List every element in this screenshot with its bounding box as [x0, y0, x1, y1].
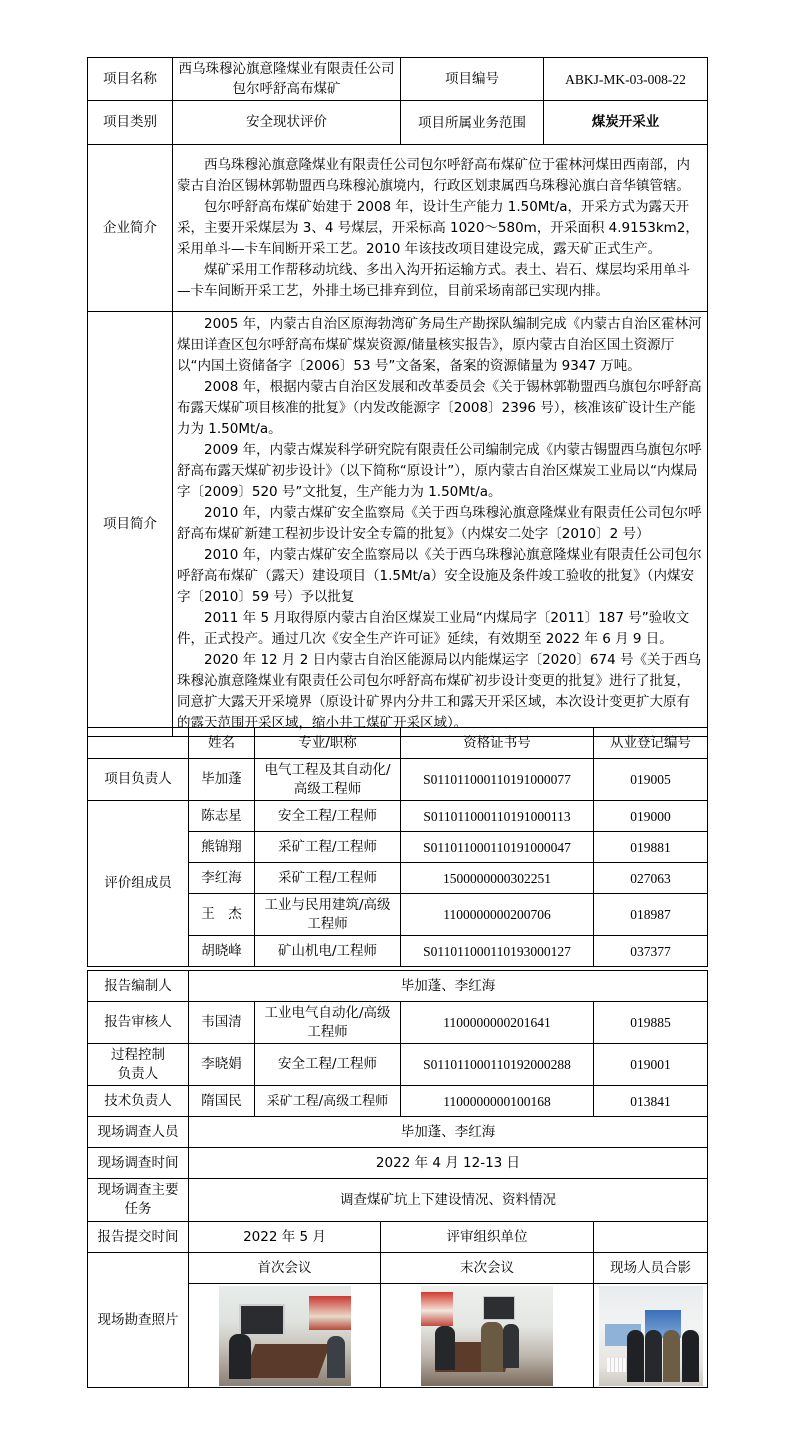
photo-cell-final-meeting — [381, 1284, 594, 1388]
person-name: 胡晓峰 — [189, 936, 255, 967]
person-name: 陈志星 — [189, 801, 255, 832]
person-name: 韦国清 — [189, 1002, 255, 1044]
project-code-value: ABKJ-MK-03-008-22 — [544, 58, 708, 101]
survey-staff-label: 现场调查人员 — [88, 1117, 189, 1148]
reviewer-label: 报告审核人 — [88, 1002, 189, 1044]
project-intro-paragraph: 2011 年 5 月取得原内蒙古自治区煤炭工业局“内煤局字〔2011〕187 号”验收文件，正式投产。通过几次《安全生产许可证》延续，有效期至 2022 年 6 月 9 日。 — [177, 610, 690, 647]
photo-caption-group: 现场人员合影 — [594, 1253, 708, 1284]
company-intro-text — [173, 145, 708, 312]
person-title: 安全工程/工程师 — [255, 1044, 401, 1086]
company-intro-paragraph: 包尔呼舒高布煤矿始建于 2008 年，设计生产能力 1.50Mt/a，开采方式为露天开采，主要开采煤层为 3、4 号煤层，开采标高 1020～580m，开采面积 4.9153km2，采用单斗—卡车间断开采工艺。2010 年该技改项目建设完成，露天矿正式生产。 — [177, 198, 699, 257]
project-intro-text — [173, 312, 708, 737]
project-intro-label: 项目简介 — [88, 312, 173, 737]
header-name: 姓名 — [189, 728, 255, 759]
project-intro-paragraph: 2020 年 12 月 2 日内蒙古自治区能源局以内能煤运字〔2020〕674 号《关于西乌珠穆沁旗意隆煤业有限责任公司包尔呼舒高布煤矿初步设计变更的批复》进行了批复，同意扩大露天开采境界（原设计矿界内分井工和露天开采区域，本次设计变更扩大原有的露天范围开采区域，缩小井工煤矿开采区域）。 — [177, 652, 701, 731]
person-cert: S011011000110193000127 — [401, 936, 594, 967]
project-leader-label: 项目负责人 — [88, 759, 189, 801]
person-name: 熊锦翔 — [189, 832, 255, 863]
table-shape — [242, 1344, 329, 1378]
person-reg: 037377 — [594, 936, 708, 967]
compiler-label: 报告编制人 — [88, 971, 189, 1002]
project-scope-label: 项目所属业务范围 — [401, 101, 544, 145]
person-title: 工业电气自动化/高级工程师 — [255, 1002, 401, 1044]
person-reg: 019005 — [594, 759, 708, 801]
project-category-value: 安全现状评价 — [173, 101, 401, 145]
survey-time-label: 现场调查时间 — [88, 1148, 189, 1179]
photo-caption-first-meeting: 首次会议 — [189, 1253, 381, 1284]
photo-cell-group — [594, 1284, 708, 1388]
project-scope-value: 煤炭开采业 — [544, 101, 708, 145]
person-shape — [645, 1330, 662, 1382]
project-category-label: 项目类别 — [88, 101, 173, 145]
project-intro-paragraph: 2010 年，内蒙古煤矿安全监察局《关于西乌珠穆沁旗意隆煤业有限责任公司包尔呼舒高布煤矿新建工程初步设计安全专篇的批复》（内煤安二处字〔2010〕2 号） — [177, 505, 702, 542]
tech-lead-label: 技术负责人 — [88, 1086, 189, 1117]
person-title: 采矿工程/工程师 — [255, 832, 401, 863]
final-meeting-photo — [421, 1286, 553, 1386]
wall-board-shape — [309, 1296, 351, 1330]
project-name-label: 项目名称 — [88, 58, 173, 101]
person-shape — [435, 1326, 455, 1370]
person-title: 工业与民用建筑/高级工程师 — [255, 894, 401, 936]
company-intro-paragraph: 煤矿采用工作帮移动坑线、多出入沟开拓运输方式。表土、岩石、煤层均采用单斗—卡车间断开采工艺，外排土场已排弃到位，目前采场南部已实现内排。 — [177, 261, 690, 299]
person-shape — [627, 1330, 644, 1382]
company-intro-label: 企业简介 — [88, 145, 173, 312]
report-table — [87, 970, 708, 1388]
person-name: 李晓娟 — [189, 1044, 255, 1086]
person-title: 安全工程/工程师 — [255, 801, 401, 832]
person-title: 采矿工程/工程师 — [255, 863, 401, 894]
person-shape — [663, 1330, 680, 1382]
person-cert: S011011000110191000077 — [401, 759, 594, 801]
person-title: 电气工程及其自动化/高级工程师 — [255, 759, 401, 801]
person-shape — [503, 1324, 519, 1368]
table-row — [88, 1086, 708, 1117]
project-code-label: 项目编号 — [401, 58, 544, 101]
person-reg: 019001 — [594, 1044, 708, 1086]
tv-screen-shape — [239, 1304, 285, 1336]
person-cert: 1100000000100168 — [401, 1086, 594, 1117]
submit-time-value: 2022 年 5 月 — [189, 1222, 381, 1253]
person-cert: 1100000000200706 — [401, 894, 594, 936]
project-intro-paragraph: 2005 年，内蒙古自治区原海勃湾矿务局生产勘探队编制完成《内蒙古自治区霍林河煤田详查区包尔呼舒高布煤矿煤炭资源/储量核实报告》，原内蒙古自治区国土资源厅以“内国土资储备字〔2006〕53 号”文备案，备案的资源储量为 9347 万吨。 — [177, 316, 702, 374]
process-control-label: 过程控制负责人 — [88, 1044, 189, 1086]
person-reg: 019000 — [594, 801, 708, 832]
project-intro-paragraph: 2008 年，根据内蒙古自治区发展和改革委员会《关于锡林郭勒盟西乌旗包尔呼舒高布露天煤矿项目核准的批复》（内发改能源字〔2008〕2396 号），核准该矿设计生产能力为 1.50Mt/a。 — [177, 379, 702, 437]
header-title: 专业/职称 — [255, 728, 401, 759]
photo-cell-first-meeting — [189, 1284, 381, 1388]
person-shape — [327, 1336, 345, 1378]
survey-task-label: 现场调查主要任务 — [88, 1179, 189, 1222]
person-cert: S011011000110191000047 — [401, 832, 594, 863]
banner-shape — [421, 1292, 453, 1326]
compiler-value: 毕加蓬、李红海 — [189, 971, 708, 1002]
person-reg: 027063 — [594, 863, 708, 894]
person-reg: 018987 — [594, 894, 708, 936]
person-name: 王 杰 — [189, 894, 255, 936]
header-blank — [88, 728, 189, 759]
personnel-table — [87, 727, 708, 967]
first-meeting-photo — [219, 1286, 351, 1386]
table-row — [88, 759, 708, 801]
company-intro-paragraph: 西乌珠穆沁旗意隆煤业有限责任公司包尔呼舒高布煤矿位于霍林河煤田西南部，内蒙古自治区锡林郭勒盟西乌珠穆沁旗境内，行政区划隶属西乌珠穆沁旗白音华镇管辖。 — [177, 156, 690, 194]
review-org-value — [594, 1222, 708, 1253]
review-org-label: 评审组织单位 — [381, 1222, 594, 1253]
person-cert: S011011000110192000288 — [401, 1044, 594, 1086]
person-shape — [682, 1330, 699, 1382]
person-title: 矿山机电/工程师 — [255, 936, 401, 967]
person-shape — [229, 1334, 251, 1379]
person-name: 隋国民 — [189, 1086, 255, 1117]
tv-screen-shape — [483, 1296, 515, 1320]
header-cert: 资格证书号 — [401, 728, 594, 759]
person-name: 李红海 — [189, 863, 255, 894]
survey-time-value: 2022 年 4 月 12-13 日 — [189, 1148, 708, 1179]
table-row — [88, 1044, 708, 1086]
survey-staff-value: 毕加蓬、李红海 — [189, 1117, 708, 1148]
person-reg: 013841 — [594, 1086, 708, 1117]
photo-caption-final-meeting: 末次会议 — [381, 1253, 594, 1284]
members-label: 评价组成员 — [88, 801, 189, 967]
project-intro-paragraph: 2010 年，内蒙古煤矿安全监察局以《关于西乌珠穆沁旗意隆煤业有限责任公司包尔呼舒高布煤矿（露天）建设项目（1.5Mt/a）安全设施及条件竣工验收的批复》（内煤安字〔2010〕59 号）予以批复 — [177, 547, 702, 605]
table-row — [88, 801, 708, 832]
project-name-value: 西乌珠穆沁旗意隆煤业有限责任公司包尔呼舒高布煤矿 — [173, 58, 401, 101]
header-reg: 从业登记编号 — [594, 728, 708, 759]
person-title: 采矿工程/高级工程师 — [255, 1086, 401, 1117]
survey-task-value: 调查煤矿坑上下建设情况、资料情况 — [189, 1179, 708, 1222]
photos-label: 现场勘查照片 — [88, 1253, 189, 1388]
person-shape — [481, 1322, 503, 1372]
person-reg: 019881 — [594, 832, 708, 863]
person-cert: S011011000110191000113 — [401, 801, 594, 832]
group-photo — [599, 1286, 703, 1386]
person-cert: 1100000000201641 — [401, 1002, 594, 1044]
personnel-header-row — [88, 728, 708, 759]
project-intro-paragraph: 2009 年，内蒙古煤炭科学研究院有限责任公司编制完成《内蒙古锡盟西乌旗包尔呼舒高布露天煤矿初步设计》（以下简称“原设计”），原内蒙古自治区煤炭工业局以“内煤局字〔2009〕520 号”文批复，生产能力为 1.50Mt/a。 — [177, 442, 702, 500]
person-reg: 019885 — [594, 1002, 708, 1044]
person-cert: 1500000000302251 — [401, 863, 594, 894]
project-info-table — [87, 57, 708, 737]
table-row — [88, 1002, 708, 1044]
submit-time-label: 报告提交时间 — [88, 1222, 189, 1253]
person-name: 毕加蓬 — [189, 759, 255, 801]
